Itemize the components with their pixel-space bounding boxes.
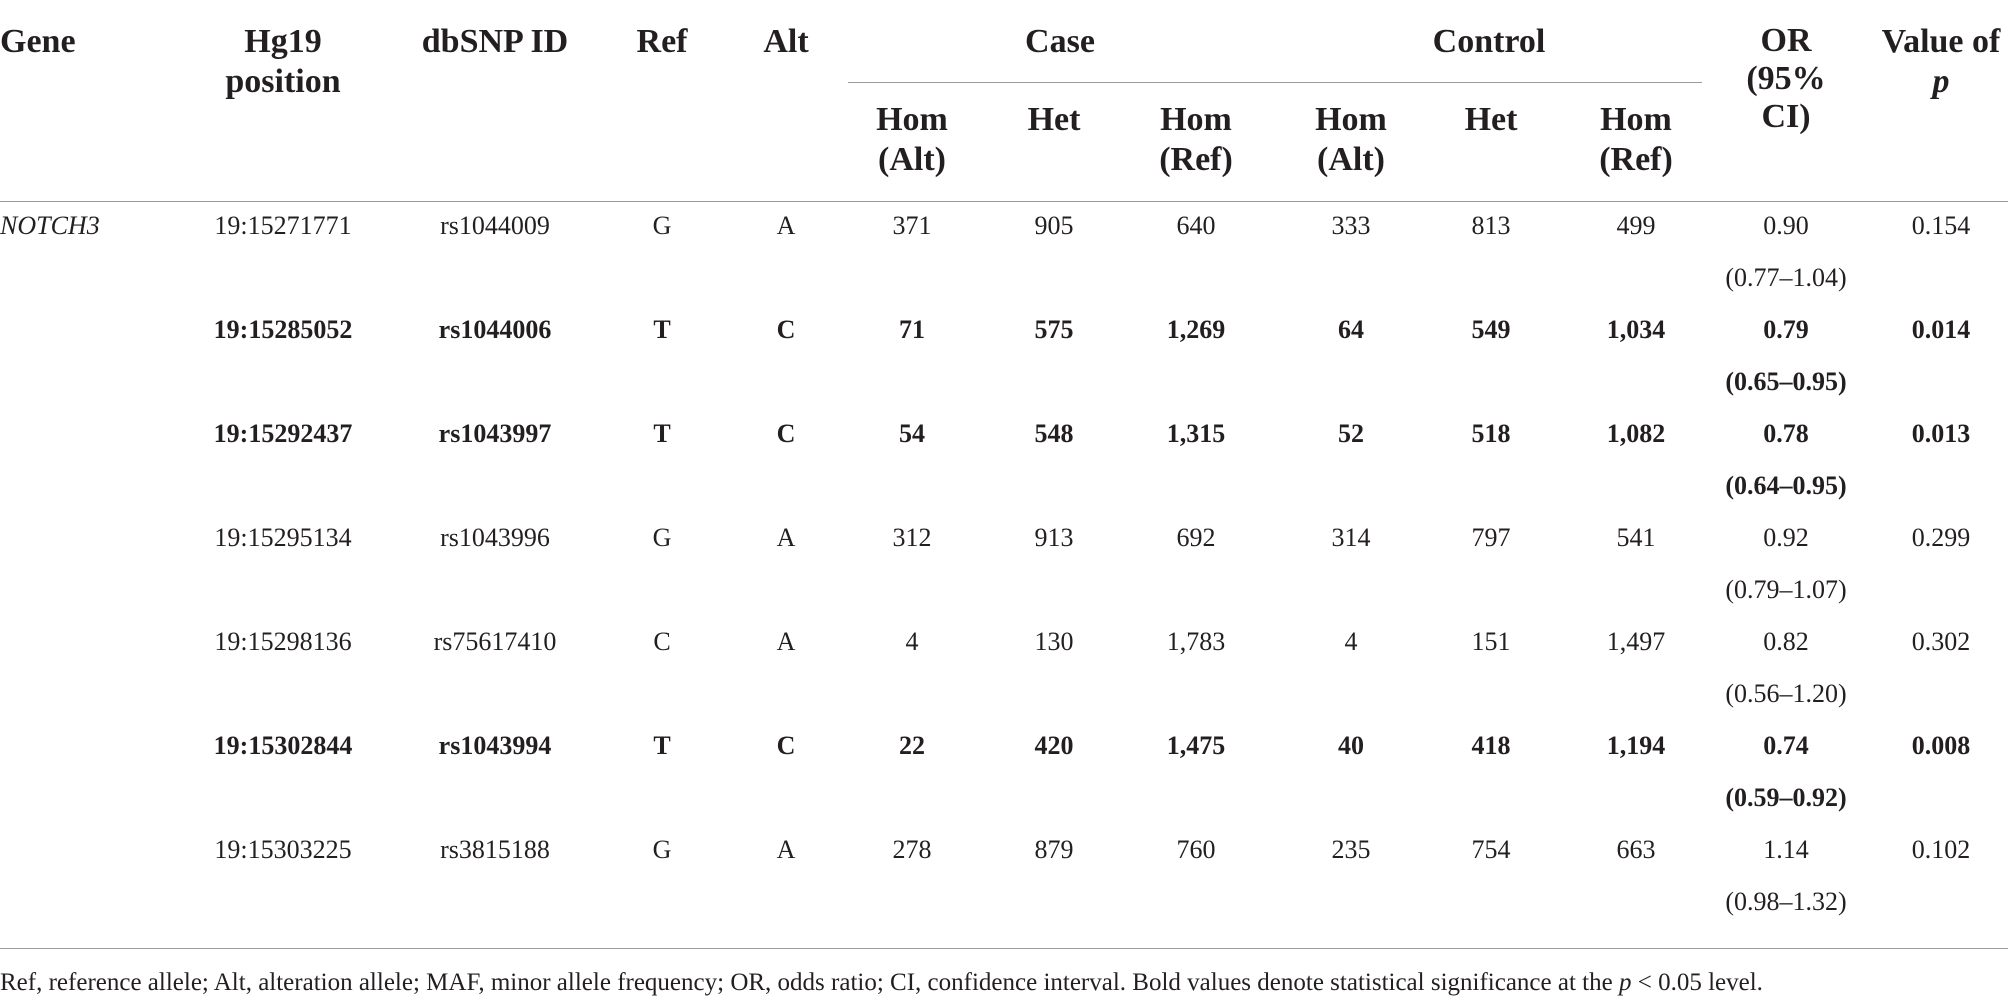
cell-p-value: 0.008 bbox=[1911, 731, 1971, 760]
sub-line2: (Alt) bbox=[878, 141, 946, 178]
cell-control-hom-alt: 4 bbox=[1344, 627, 1358, 656]
cell-alt: C bbox=[776, 315, 796, 344]
cell-case-hom-alt: 22 bbox=[899, 731, 925, 760]
cell-dbsnp-id: rs1043994 bbox=[438, 731, 552, 760]
cell-ref: T bbox=[653, 315, 671, 344]
cell-odds-ratio: 0.90 bbox=[1763, 211, 1809, 240]
sub-line1: Hom bbox=[876, 101, 948, 138]
cell-confidence-interval: (0.59–0.92) bbox=[1725, 783, 1847, 812]
cell-odds-ratio: 0.82 bbox=[1763, 627, 1809, 656]
cell-case-hom-alt: 4 bbox=[905, 627, 919, 656]
cell-control-hom-alt: 52 bbox=[1338, 419, 1364, 448]
cell-gene: NOTCH3 bbox=[0, 211, 100, 240]
cell-control-het: 549 bbox=[1471, 315, 1511, 344]
cell-alt: C bbox=[776, 731, 796, 760]
cell-case-hom-ref: 640 bbox=[1176, 211, 1216, 240]
sub-line1: Het bbox=[1464, 101, 1518, 138]
cell-control-hom-alt: 314 bbox=[1331, 523, 1371, 552]
sub-line2: (Alt) bbox=[1317, 141, 1385, 178]
cell-alt: C bbox=[776, 419, 796, 448]
cell-ref: G bbox=[652, 211, 672, 240]
cell-p-value: 0.014 bbox=[1911, 315, 1971, 344]
header-p-line2: p bbox=[1932, 63, 1950, 100]
header-control: Control bbox=[1432, 23, 1546, 60]
cell-p-value: 0.102 bbox=[1911, 835, 1971, 864]
cell-case-hom-ref: 692 bbox=[1176, 523, 1216, 552]
cell-p-value: 0.302 bbox=[1911, 627, 1971, 656]
cell-case-het: 420 bbox=[1034, 731, 1074, 760]
cell-control-hom-ref: 1,497 bbox=[1606, 627, 1666, 656]
cell-case-hom-ref: 1,315 bbox=[1166, 419, 1226, 448]
subheader-control-het bbox=[1416, 100, 1566, 140]
subheader-case-hom-alt bbox=[848, 100, 976, 180]
cell-confidence-interval: (0.77–1.04) bbox=[1725, 263, 1847, 292]
cell-control-het: 797 bbox=[1471, 523, 1511, 552]
cell-confidence-interval: (0.64–0.95) bbox=[1725, 471, 1847, 500]
cell-alt: A bbox=[776, 627, 796, 656]
cell-confidence-interval: (0.98–1.32) bbox=[1725, 887, 1847, 916]
header-hg19-line1: Hg19 bbox=[244, 23, 322, 60]
header-bottom-rule bbox=[0, 201, 2008, 202]
cell-control-het: 151 bbox=[1471, 627, 1511, 656]
cell-hg19-position: 19:15271771 bbox=[214, 211, 352, 240]
footnote-text: Ref, reference allele; Alt, alteration allele; MAF, minor allele frequency; OR, odds ratio; CI, confidence interval. Bold values denote statistical significance at the bbox=[0, 969, 1619, 996]
cell-p-value: 0.013 bbox=[1911, 419, 1971, 448]
cell-hg19-position: 19:15303225 bbox=[214, 835, 352, 864]
cell-hg19-position: 19:15285052 bbox=[213, 315, 353, 344]
subheader-control-hom-alt bbox=[1286, 100, 1416, 180]
header-dbsnp-id: dbSNP ID bbox=[421, 23, 569, 60]
cell-confidence-interval: (0.65–0.95) bbox=[1725, 367, 1847, 396]
sub-line2: (Ref) bbox=[1599, 141, 1673, 178]
cell-hg19-position: 19:15298136 bbox=[214, 627, 352, 656]
cell-p-value: 0.154 bbox=[1911, 211, 1971, 240]
header-or-ci bbox=[1706, 22, 1866, 136]
header-gene: Gene bbox=[0, 23, 76, 60]
table-footnote bbox=[0, 968, 1763, 998]
cell-dbsnp-id: rs1043997 bbox=[438, 419, 552, 448]
subheader-case-het bbox=[976, 100, 1132, 140]
cell-odds-ratio: 0.92 bbox=[1763, 523, 1809, 552]
header-alt: Alt bbox=[763, 23, 809, 60]
cell-odds-ratio: 0.79 bbox=[1763, 315, 1809, 344]
cell-case-het: 913 bbox=[1034, 523, 1074, 552]
cell-case-hom-ref: 760 bbox=[1176, 835, 1216, 864]
sub-line2: (Ref) bbox=[1159, 141, 1233, 178]
cell-dbsnp-id: rs1044009 bbox=[440, 211, 550, 240]
cell-odds-ratio: 0.74 bbox=[1763, 731, 1809, 760]
cell-dbsnp-id: rs3815188 bbox=[440, 835, 550, 864]
cell-control-hom-alt: 333 bbox=[1331, 211, 1371, 240]
cell-confidence-interval: (0.79–1.07) bbox=[1725, 575, 1847, 604]
header-or-line2: (95% bbox=[1746, 60, 1826, 97]
cell-dbsnp-id: rs1043996 bbox=[440, 523, 550, 552]
cell-case-het: 130 bbox=[1034, 627, 1074, 656]
cell-alt: A bbox=[776, 211, 796, 240]
footnote-tail: < 0.05 level. bbox=[1631, 969, 1763, 996]
cell-control-hom-ref: 1,034 bbox=[1606, 315, 1666, 344]
cell-alt: A bbox=[776, 835, 796, 864]
subheader-case-hom-ref bbox=[1132, 100, 1260, 180]
header-ref: Ref bbox=[636, 23, 688, 60]
header-or-line3: CI) bbox=[1761, 98, 1811, 135]
cell-ref: G bbox=[652, 523, 672, 552]
cell-control-het: 813 bbox=[1471, 211, 1511, 240]
cell-dbsnp-id: rs75617410 bbox=[433, 627, 557, 656]
sub-line1: Het bbox=[1027, 101, 1081, 138]
cell-control-hom-alt: 235 bbox=[1331, 835, 1371, 864]
cell-control-hom-alt: 64 bbox=[1338, 315, 1364, 344]
cell-p-value: 0.299 bbox=[1911, 523, 1971, 552]
header-case: Case bbox=[1025, 23, 1095, 60]
cell-control-hom-ref: 541 bbox=[1616, 523, 1656, 552]
cell-case-het: 548 bbox=[1034, 419, 1074, 448]
cell-control-het: 754 bbox=[1471, 835, 1511, 864]
cell-odds-ratio: 0.78 bbox=[1763, 419, 1809, 448]
table-bottom-rule bbox=[0, 948, 2008, 949]
cell-control-hom-alt: 40 bbox=[1338, 731, 1364, 760]
header-hg19-line2: position bbox=[225, 63, 341, 100]
cell-odds-ratio: 1.14 bbox=[1763, 835, 1809, 864]
cell-control-hom-ref: 1,194 bbox=[1606, 731, 1666, 760]
cell-confidence-interval: (0.56–1.20) bbox=[1725, 679, 1847, 708]
cell-case-hom-alt: 54 bbox=[899, 419, 925, 448]
cell-hg19-position: 19:15292437 bbox=[213, 419, 353, 448]
cell-case-hom-alt: 312 bbox=[892, 523, 932, 552]
cell-alt: A bbox=[776, 523, 796, 552]
case-control-underline bbox=[848, 82, 1702, 83]
cell-case-het: 879 bbox=[1034, 835, 1074, 864]
cell-ref: T bbox=[653, 731, 671, 760]
cell-control-hom-ref: 663 bbox=[1616, 835, 1656, 864]
cell-case-hom-ref: 1,783 bbox=[1166, 627, 1226, 656]
cell-ref: T bbox=[653, 419, 671, 448]
sub-line1: Hom bbox=[1315, 101, 1387, 138]
sub-line1: Hom bbox=[1160, 101, 1232, 138]
cell-control-hom-ref: 1,082 bbox=[1606, 419, 1666, 448]
cell-case-het: 905 bbox=[1034, 211, 1074, 240]
cell-control-hom-ref: 499 bbox=[1616, 211, 1656, 240]
sub-line1: Hom bbox=[1600, 101, 1672, 138]
header-p-line1: Value of bbox=[1881, 23, 2001, 60]
cell-hg19-position: 19:15295134 bbox=[214, 523, 352, 552]
cell-case-hom-ref: 1,475 bbox=[1166, 731, 1226, 760]
footnote-p-symbol: p bbox=[1618, 969, 1632, 996]
cell-dbsnp-id: rs1044006 bbox=[438, 315, 552, 344]
cell-control-het: 518 bbox=[1471, 419, 1511, 448]
cell-case-hom-ref: 1,269 bbox=[1166, 315, 1226, 344]
subheader-control-hom-ref bbox=[1566, 100, 1706, 180]
header-or-line1: OR bbox=[1760, 22, 1812, 59]
header-hg19-position bbox=[178, 22, 388, 102]
cell-control-het: 418 bbox=[1471, 731, 1511, 760]
cell-case-hom-alt: 71 bbox=[899, 315, 925, 344]
cell-case-hom-alt: 278 bbox=[892, 835, 932, 864]
cell-ref: C bbox=[653, 627, 671, 656]
cell-case-hom-alt: 371 bbox=[892, 211, 932, 240]
cell-ref: G bbox=[652, 835, 672, 864]
header-p-value bbox=[1866, 22, 2008, 102]
cell-case-het: 575 bbox=[1034, 315, 1074, 344]
cell-hg19-position: 19:15302844 bbox=[213, 731, 353, 760]
